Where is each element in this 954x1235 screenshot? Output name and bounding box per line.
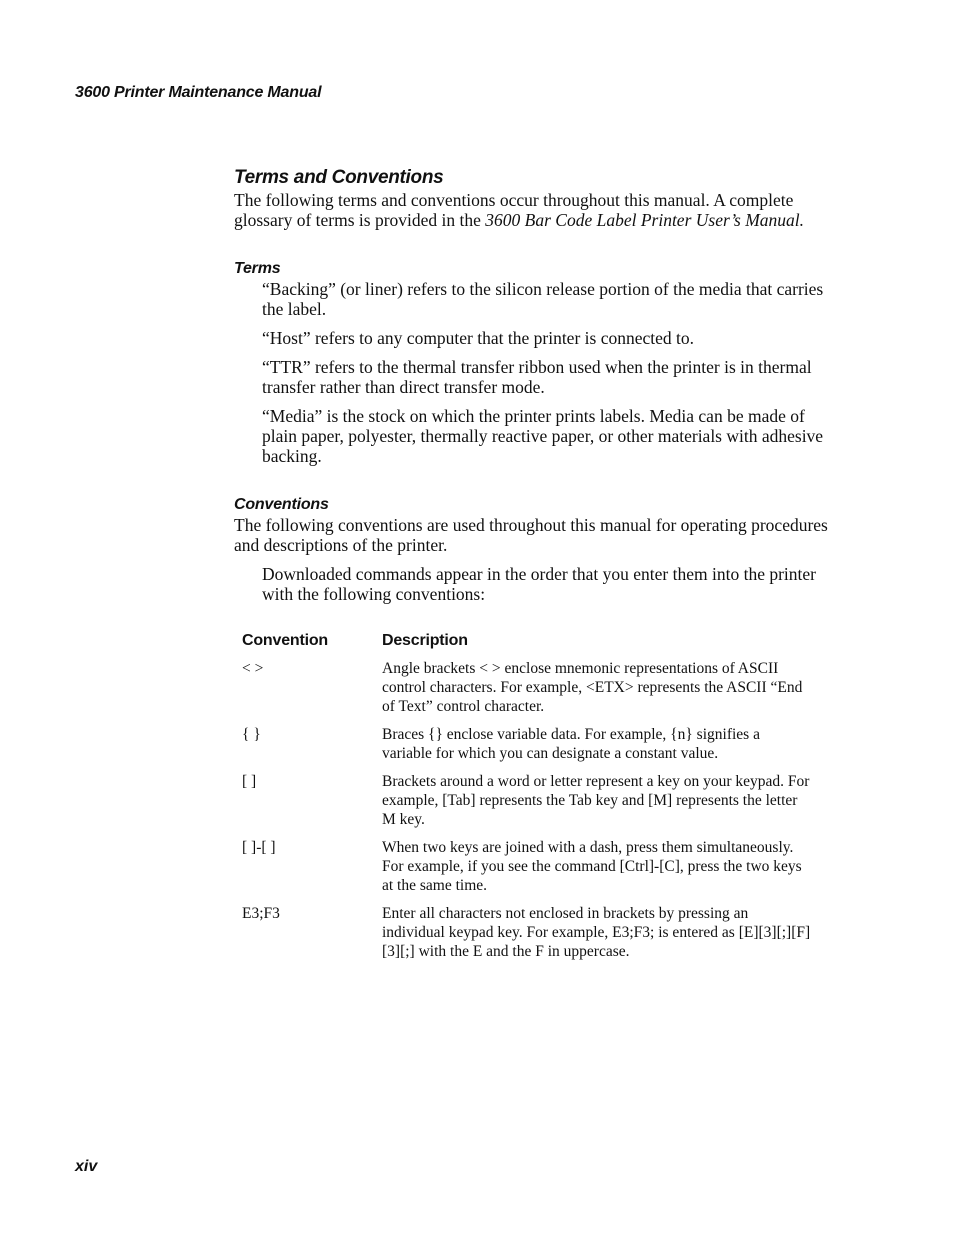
table-row <box>242 838 812 895</box>
description-cell: Braces {} enclose variable data. For example, {n} signifies a variable for which you can designate a constant value. <box>382 726 760 762</box>
running-header: 3600 Printer Maintenance Manual <box>75 84 322 101</box>
term-item-backing: “Backing” (or liner) refers to the silicon release portion of the media that carries the label. <box>262 279 824 319</box>
description-cell: Enter all characters not enclosed in brackets by pressing an individual keypad key. For example, E3;F3; is entered as [E][3][;][F][3][;] with the E and the F in uppercase. <box>382 905 811 960</box>
column-header-description: Description <box>382 632 468 649</box>
table-row <box>242 904 812 961</box>
term-item-ttr: “TTR” refers to the thermal transfer ribbon used when the printer is in thermal transfer rather than direct transfer mode. <box>262 357 812 397</box>
term-item-media: “Media” is the stock on which the printer prints labels. Media can be made of plain paper, polyester, thermally reactive paper, or other materials with adhesive backing. <box>262 406 824 466</box>
section-intro-text: The following terms and conventions occur throughout this manual. A complete glossary of terms is provided in the <box>234 190 794 230</box>
convention-cell: { } <box>242 726 261 743</box>
description-cell: Brackets around a word or letter represent a key on your keypad. For example, [Tab] represents the Tab key and [M] represents the letter M key. <box>382 773 810 828</box>
table-row <box>242 659 812 716</box>
table-row <box>242 725 812 763</box>
main-content <box>234 166 844 970</box>
table-row <box>242 772 812 829</box>
manual-title-reference: 3600 Bar Code Label Printer User’s Manual. <box>485 210 805 230</box>
convention-cell: E3;F3 <box>242 905 280 922</box>
term-item-host: “Host” refers to any computer that the printer is connected to. <box>262 328 694 348</box>
convention-cell: [ ]-[ ] <box>242 839 276 856</box>
conventions-intro: The following conventions are used throughout this manual for operating procedures and descriptions of the printer. <box>234 515 828 555</box>
page-number: xiv <box>75 1158 98 1175</box>
conventions-heading: Conventions <box>234 496 329 513</box>
section-intro <box>234 190 844 230</box>
column-header-convention: Convention <box>242 632 328 649</box>
table-header-row <box>242 631 812 659</box>
section-title: Terms and Conventions <box>234 167 444 188</box>
convention-cell: [ ] <box>242 773 257 790</box>
conventions-table <box>242 631 812 961</box>
conventions-intro-2: Downloaded commands appear in the order that you enter them into the printer with the following conventions: <box>262 564 816 604</box>
terms-heading: Terms <box>234 260 281 277</box>
description-cell: Angle brackets < > enclose mnemonic representations of ASCII control characters. For example, <ETX> represents the ASCII “End of Text” control character. <box>382 660 803 715</box>
convention-cell: < > <box>242 660 264 677</box>
description-cell: When two keys are joined with a dash, press them simultaneously. For example, if you see the command [Ctrl]-[C], press the two keys at the same time. <box>382 839 802 894</box>
